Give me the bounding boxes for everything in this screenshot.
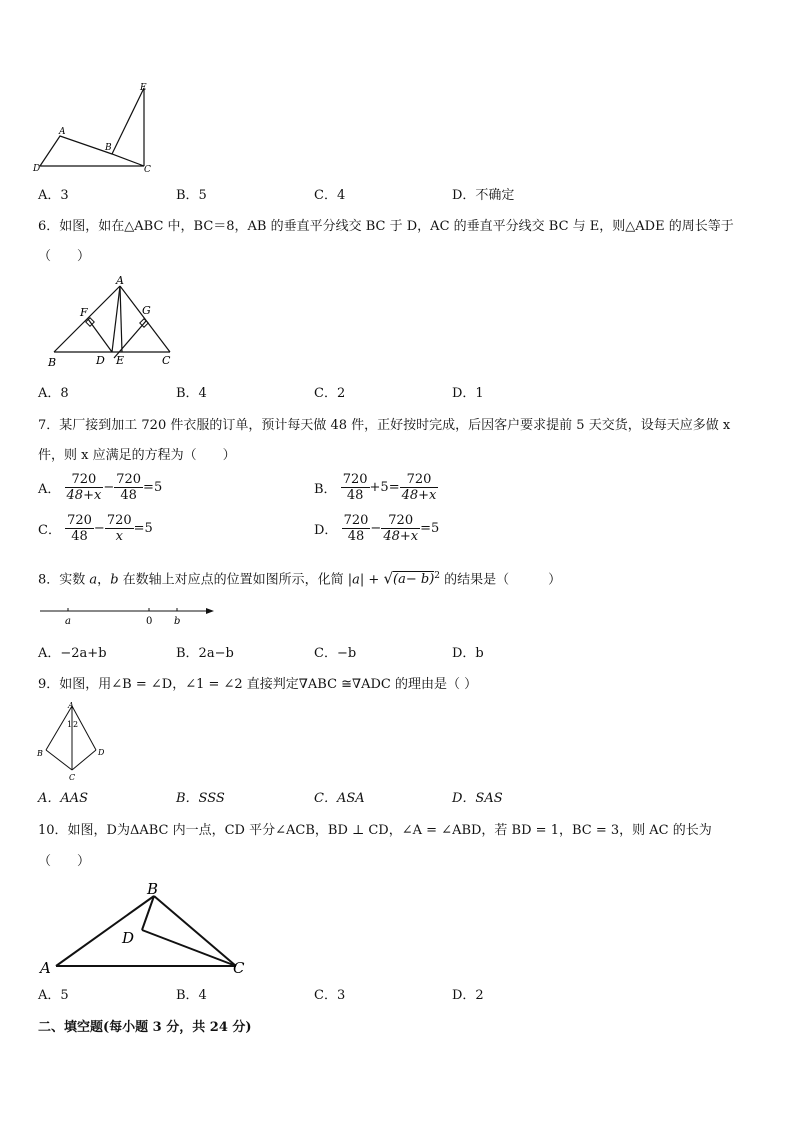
q7-option-a [38,472,162,503]
q7-a-f1-num: 720 [71,472,97,487]
q7-d-rhs: =5 [420,521,440,536]
q7-a-f2-den: 48 [114,487,143,503]
q7-option-c [38,513,153,544]
q7-b-f2-den: 48+x [401,488,437,503]
q10-option-c: C．3 [314,988,346,1003]
q6-figure [44,274,184,370]
q6-stem-line1: 6．如图，如在△ABC 中，BC＝8，AB 的垂直平分线交 BC 于 D，AC 的垂直平分线交 BC 与 E，则△ADE 的周长等于 [38,219,734,234]
q6-label-b: B [48,356,57,369]
q6-label-e: E [116,354,125,367]
q6-option-d: D．1 [452,386,484,401]
q9-option-a: A．AAS [38,791,89,806]
q7-d-f1-den: 48 [342,528,371,544]
q8-var-b: b [110,572,119,588]
q6-stem-line2: （ ） [38,249,91,264]
q7-option-c-label: C． [38,523,61,538]
q8-stem-mid: 在数轴上对应点的位置如图所示，化简 [118,572,348,588]
q7-c-rhs: =5 [133,521,153,536]
q8-sqrt-exp: 2 [434,571,441,581]
q9-option-b: B．SSS [176,791,225,806]
q9-label-b: B [37,749,43,758]
q9-label-1: 1 [67,720,73,729]
q7-c-f1-den: 48 [65,528,94,544]
q5-figure [30,78,160,176]
q8-sqrt-sign: √ [383,569,394,588]
q7-b-f1-den: 48 [341,487,370,503]
q9-label-c: C [69,773,76,782]
q6-option-c: C．2 [314,386,346,401]
q5-label-d: D [33,164,41,174]
q9-stem: 9．如图，用∠B = ∠D，∠1 = ∠2 直接判定∇ABC ≅∇ADC 的理由是（ ） [38,677,478,692]
q8-stem-post: 的结果是（ ） [440,572,562,588]
q10-label-b: B [147,880,159,898]
q5-label-b: B [105,143,112,153]
q8-axis-label-0: 0 [146,616,153,627]
q8-plus: + [364,572,384,588]
q5-option-b: B．5 [176,188,207,203]
q8-number-line [36,602,226,628]
q8-comma: ， [97,572,111,588]
q7-a-op: − [103,480,115,495]
q7-d-f2-den: 48+x [383,529,419,544]
q7-d-f2-num: 720 [388,513,414,528]
q8-axis-label-b: b [174,616,181,627]
q6-label-g: G [142,304,151,317]
q5-option-d: D．不确定 [452,188,515,203]
q6-label-d: D [96,354,105,367]
q6-label-a: A [116,274,124,287]
q5-label-e: E [140,83,147,93]
q7-option-b-label: B． [314,482,337,497]
q7-d-op: − [370,521,382,536]
q9-option-d: D．SAS [452,791,503,806]
q10-option-b: B．4 [176,988,207,1003]
section-2-heading: 二、填空题(每小题 3 分，共 24 分) [38,1020,252,1035]
q7-b-op: +5= [369,480,400,495]
q7-a-f1-den: 48+x [66,488,102,503]
q6-option-a: A．8 [38,386,69,401]
q10-label-d: D [122,929,135,947]
q5-label-a: A [59,127,66,137]
q7-b-f1-num: 720 [342,472,368,487]
q10-stem-line1: 10．如图，D为ΔABC 内一点，CD 平分∠ACB，BD ⊥ CD，∠A = ∠ABD，若 BD = 1，BC = 3，则 AC 的长为 [38,823,712,838]
q7-b-f2-num: 720 [406,472,432,487]
q9-label-d: D [98,748,105,757]
q8-option-c: C．−b [314,646,357,661]
q10-stem-line2: （ ） [38,854,91,869]
q9-label-2: 2 [73,720,79,729]
q6-label-c: C [162,354,171,367]
q10-label-a: A [40,959,51,977]
q6-label-f: F [80,306,88,319]
q7-a-f2-num: 720 [116,472,142,487]
q7-c-f2-den: x [105,528,134,544]
q8-option-b: B．2a−b [176,646,234,661]
q7-option-d [314,513,439,544]
q7-option-b [314,472,438,503]
q9-figure [34,700,114,784]
q10-option-d: D．2 [452,988,484,1003]
q9-option-c: C．ASA [314,791,365,806]
q8-axis-label-a: a [65,616,71,627]
q8-var-a: a [89,572,98,588]
q8-option-a: A．−2a+b [38,646,107,661]
q6-option-b: B．4 [176,386,207,401]
q7-stem-line2: 件，则 x 应满足的方程为（ ） [38,448,236,463]
q8-sqrt-inner: (a− b) [393,572,435,588]
q7-stem-line1: 7．某厂接到加工 720 件衣服的订单，预计每天做 48 件，正好按时完成，后因客户要求提前 5 天交货，设每天应多做 x [38,418,731,433]
q7-a-rhs: =5 [143,480,163,495]
q7-c-f2-num: 720 [106,513,132,528]
q10-option-a: A．5 [38,988,69,1003]
q8-option-d: D．b [452,646,484,661]
q10-figure [36,876,256,980]
q5-option-a: A．3 [38,188,69,203]
q10-label-c: C [233,959,245,977]
q8-stem-pre: 8．实数 [38,572,90,588]
q8-abs: |a| [347,572,365,588]
q7-d-f1-num: 720 [343,513,369,528]
q7-option-d-label: D． [314,523,338,538]
q9-label-a: A [68,701,74,710]
q7-c-f1-num: 720 [67,513,92,528]
q7-option-a-label: A． [38,482,61,497]
q5-label-c: C [144,165,151,175]
q8-stem [38,568,561,588]
q7-c-op: − [93,521,105,536]
q5-option-c: C．4 [314,188,346,203]
